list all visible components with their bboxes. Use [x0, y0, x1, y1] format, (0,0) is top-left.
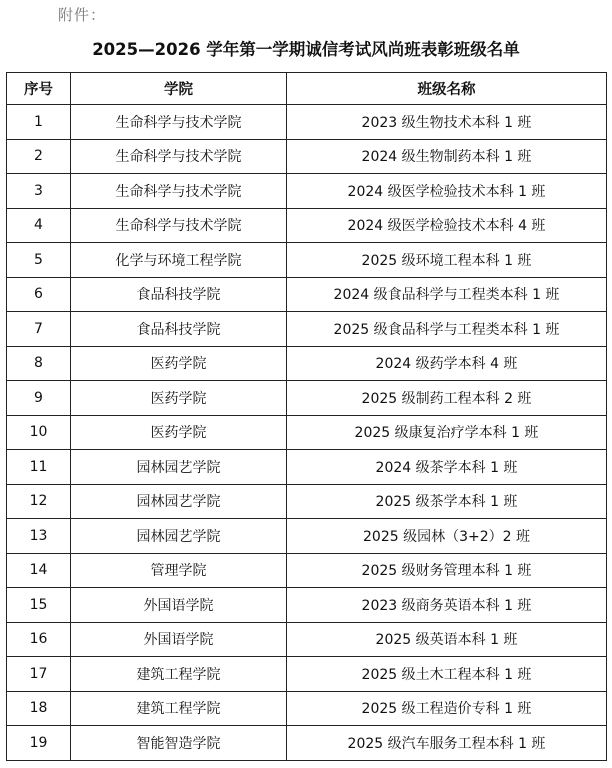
cell-school: 园林园艺学院: [71, 450, 287, 485]
table-row: [7, 553, 607, 588]
cell-class-name: 2023 级生物技术本科 1 班: [287, 105, 607, 140]
cell-class-name: 2024 级药学本科 4 班: [287, 346, 607, 381]
cell-class-name: 2025 级财务管理本科 1 班: [287, 553, 607, 588]
cell-class-name: 2023 级商务英语本科 1 班: [287, 588, 607, 623]
header-class-name: 班级名称: [287, 73, 607, 105]
cell-class-name: 2025 级茶学本科 1 班: [287, 484, 607, 519]
table-row: [7, 588, 607, 623]
cell-serial-number: 4: [7, 208, 71, 243]
header-serial-number: 序号: [7, 73, 71, 105]
cell-serial-number: 3: [7, 174, 71, 209]
cell-class-name: 2025 级土木工程本科 1 班: [287, 657, 607, 692]
attachment-label: 附件：: [58, 6, 107, 24]
table-row: [7, 657, 607, 692]
cell-school: 生命科学与技术学院: [71, 139, 287, 174]
cell-class-name: 2024 级医学检验技术本科 1 班: [287, 174, 607, 209]
cell-class-name: 2024 级茶学本科 1 班: [287, 450, 607, 485]
header-school: 学院: [71, 73, 287, 105]
table-row: [7, 208, 607, 243]
cell-class-name: 2024 级生物制药本科 1 班: [287, 139, 607, 174]
cell-school: 建筑工程学院: [71, 657, 287, 692]
cell-serial-number: 6: [7, 277, 71, 312]
cell-school: 智能智造学院: [71, 726, 287, 761]
cell-school: 医药学院: [71, 415, 287, 450]
cell-school: 生命科学与技术学院: [71, 174, 287, 209]
cell-serial-number: 18: [7, 691, 71, 726]
cell-class-name: 2025 级环境工程本科 1 班: [287, 243, 607, 278]
table-header-row: [7, 73, 607, 105]
cell-serial-number: 16: [7, 622, 71, 657]
cell-school: 园林园艺学院: [71, 519, 287, 554]
cell-class-name: 2025 级汽车服务工程本科 1 班: [287, 726, 607, 761]
cell-serial-number: 13: [7, 519, 71, 554]
cell-serial-number: 14: [7, 553, 71, 588]
table-row: [7, 174, 607, 209]
table-body: [7, 105, 607, 761]
cell-serial-number: 2: [7, 139, 71, 174]
cell-school: 生命科学与技术学院: [71, 105, 287, 140]
table-row: [7, 519, 607, 554]
table-row: [7, 415, 607, 450]
cell-school: 管理学院: [71, 553, 287, 588]
cell-serial-number: 5: [7, 243, 71, 278]
cell-school: 医药学院: [71, 346, 287, 381]
table-row: [7, 277, 607, 312]
cell-serial-number: 19: [7, 726, 71, 761]
cell-class-name: 2025 级英语本科 1 班: [287, 622, 607, 657]
table-row: [7, 105, 607, 140]
cell-class-name: 2024 级医学检验技术本科 4 班: [287, 208, 607, 243]
table-row: [7, 450, 607, 485]
cell-school: 食品科技学院: [71, 312, 287, 347]
cell-school: 生命科学与技术学院: [71, 208, 287, 243]
table-row: [7, 243, 607, 278]
cell-serial-number: 1: [7, 105, 71, 140]
cell-school: 食品科技学院: [71, 277, 287, 312]
cell-school: 园林园艺学院: [71, 484, 287, 519]
cell-class-name: 2025 级工程造价专科 1 班: [287, 691, 607, 726]
table-row: [7, 346, 607, 381]
table-row: [7, 622, 607, 657]
honor-class-table: [6, 72, 607, 761]
cell-serial-number: 10: [7, 415, 71, 450]
cell-class-name: 2025 级制药工程本科 2 班: [287, 381, 607, 416]
cell-serial-number: 7: [7, 312, 71, 347]
cell-class-name: 2025 级食品科学与工程类本科 1 班: [287, 312, 607, 347]
cell-school: 外国语学院: [71, 622, 287, 657]
cell-serial-number: 15: [7, 588, 71, 623]
cell-school: 建筑工程学院: [71, 691, 287, 726]
cell-serial-number: 8: [7, 346, 71, 381]
cell-school: 化学与环境工程学院: [71, 243, 287, 278]
cell-serial-number: 11: [7, 450, 71, 485]
table-row: [7, 312, 607, 347]
cell-class-name: 2024 级食品科学与工程类本科 1 班: [287, 277, 607, 312]
cell-school: 外国语学院: [71, 588, 287, 623]
table-row: [7, 726, 607, 761]
document-title: 2025—2026 学年第一学期诚信考试风尚班表彰班级名单: [92, 40, 520, 59]
table-row: [7, 691, 607, 726]
table-row: [7, 139, 607, 174]
table-row: [7, 381, 607, 416]
cell-class-name: 2025 级康复治疗学本科 1 班: [287, 415, 607, 450]
cell-school: 医药学院: [71, 381, 287, 416]
cell-class-name: 2025 级园林（3+2）2 班: [287, 519, 607, 554]
cell-serial-number: 9: [7, 381, 71, 416]
cell-serial-number: 12: [7, 484, 71, 519]
cell-serial-number: 17: [7, 657, 71, 692]
table-row: [7, 484, 607, 519]
